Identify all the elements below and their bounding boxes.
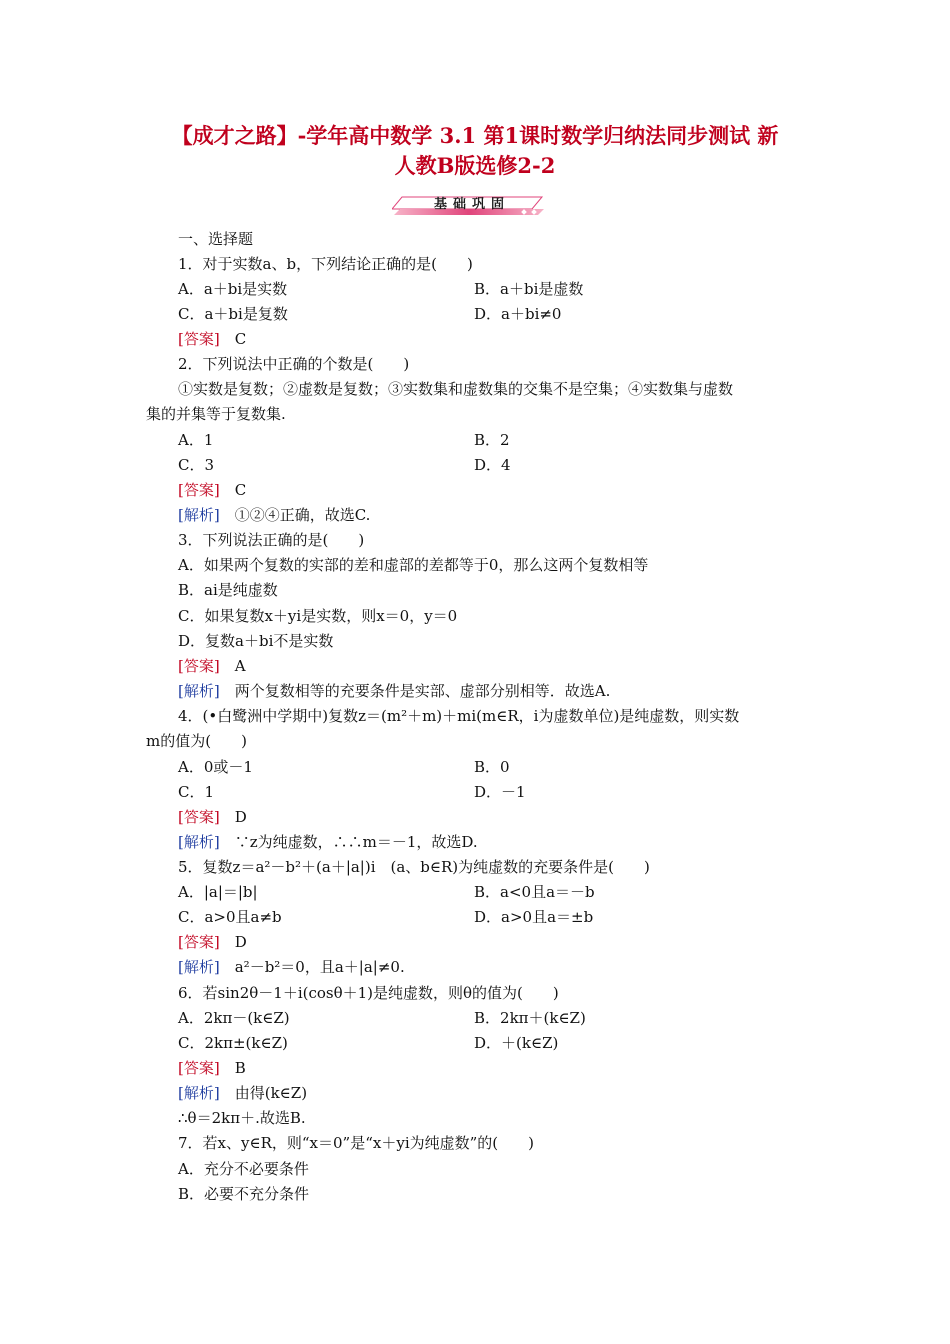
q1-answer <box>178 329 246 349</box>
explain-text: ①②④正确，故选C. <box>234 506 371 524</box>
q5-explanation <box>178 957 405 977</box>
q4-stem-line-2: m的值为( ) <box>146 732 247 750</box>
answer-value: D <box>234 808 247 826</box>
q7-option-a: A．充分不必要条件 <box>178 1160 309 1178</box>
q5-stem: 5．复数z＝a²－b²＋(a＋|a|)i (a、b∈R)为纯虚数的充要条件是( ) <box>178 858 650 876</box>
q2-option-d: D．4 <box>474 456 511 474</box>
q4-option-b: B．0 <box>474 758 510 776</box>
answer-tag: [答案] <box>178 481 220 499</box>
q6-option-b: B．2kπ＋(k∈Z) <box>474 1009 586 1027</box>
explain-text: 两个复数相等的充要条件是实部、虚部分别相等．故选A. <box>234 682 611 700</box>
q1-stem: 1．对于实数a、b，下列结论正确的是( ) <box>178 255 473 273</box>
q5-option-c: C．a>0且a≠b <box>178 908 282 926</box>
q2-stem-line-3: 集的并集等于复数集. <box>146 405 286 423</box>
q6-option-a: A．2kπ－(k∈Z) <box>178 1009 290 1027</box>
q4-option-d: D．－1 <box>474 783 526 801</box>
document-title <box>140 121 810 181</box>
answer-tag: [答案] <box>178 933 220 951</box>
explain-tag: [解析] <box>178 682 220 700</box>
q2-option-b: B．2 <box>474 431 510 449</box>
explain-text: a²－b²＝0，且a＋|a|≠0. <box>234 958 405 976</box>
explain-tag: [解析] <box>178 958 220 976</box>
q2-explanation <box>178 505 370 525</box>
answer-tag: [答案] <box>178 330 220 348</box>
explain-tag: [解析] <box>178 506 220 524</box>
explain-tag: [解析] <box>178 1084 220 1102</box>
q2-stem-line-2: ①实数是复数；②虚数是复数；③实数集和虚数集的交集不是空集；④实数集与虚数 <box>178 380 734 398</box>
answer-value: C <box>234 330 247 348</box>
q3-option-d: D．复数a＋bi不是实数 <box>178 632 334 650</box>
q5-option-d: D．a>0且a＝±b <box>474 908 594 926</box>
q2-answer <box>178 480 246 500</box>
q3-option-b: B．ai是纯虚数 <box>178 581 278 599</box>
explain-text: ∵z为纯虚数，∴∴m＝－1，故选D. <box>234 833 478 851</box>
q4-answer <box>178 807 247 827</box>
q6-answer <box>178 1058 246 1078</box>
title-line-2: 人教B版选修2-2 <box>394 153 556 178</box>
q6-stem: 6．若sin2θ－1＋i(cosθ＋1)是纯虚数，则θ的值为( ) <box>178 984 559 1002</box>
section-badge <box>392 195 552 219</box>
q1-option-d: D．a＋bi≠0 <box>474 305 562 323</box>
answer-tag: [答案] <box>178 657 220 675</box>
q6-explanation-line-2: ∴θ＝2kπ＋.故选B. <box>178 1109 306 1127</box>
q7-stem: 7．若x、y∈R，则“x＝0”是“x＋yi为纯虚数”的( ) <box>178 1134 534 1152</box>
q5-option-a: A．|a|＝|b| <box>178 883 258 901</box>
q4-stem: 4．(•白鹭洲中学期中)复数z＝(m²＋m)＋mi(m∈R，i为虚数单位)是纯虚数，则实数 <box>178 707 740 725</box>
explain-text: 由得(k∈Z) <box>234 1084 308 1102</box>
q3-stem: 3．下列说法正确的是( ) <box>178 531 365 549</box>
badge-label: 基础巩固 <box>433 197 510 212</box>
q3-option-a: A．如果两个复数的实部的差和虚部的差都等于0，那么这两个复数相等 <box>178 556 649 574</box>
q4-explanation <box>178 832 478 852</box>
q6-explanation <box>178 1083 307 1103</box>
answer-value: A <box>234 657 246 675</box>
q1-option-b: B．a＋bi是虚数 <box>474 280 584 298</box>
answer-tag: [答案] <box>178 808 220 826</box>
answer-value: C <box>234 481 247 499</box>
answer-value: D <box>234 933 247 951</box>
explain-tag: [解析] <box>178 833 220 851</box>
answer-value: B <box>234 1059 246 1077</box>
title-line-1: 【成才之路】-学年高中数学 3.1 第1课时数学归纳法同步测试 新 <box>171 123 779 148</box>
q7-option-b: B．必要不充分条件 <box>178 1185 310 1203</box>
q5-option-b: B．a<0且a＝－b <box>474 883 595 901</box>
q1-option-a: A．a＋bi是实数 <box>178 280 288 298</box>
q3-option-c: C．如果复数x＋yi是实数，则x＝0，y＝0 <box>178 607 458 625</box>
q4-option-a: A．0或－1 <box>178 758 253 776</box>
q6-option-d: D．＋(k∈Z) <box>474 1034 559 1052</box>
q2-option-a: A．1 <box>178 431 214 449</box>
q1-option-c: C．a＋bi是复数 <box>178 305 288 323</box>
q4-option-c: C．1 <box>178 783 215 801</box>
q3-answer <box>178 656 246 676</box>
answer-tag: [答案] <box>178 1059 220 1077</box>
q2-stem: 2．下列说法中正确的个数是( ) <box>178 355 410 373</box>
q5-answer <box>178 932 247 952</box>
q6-option-c: C．2kπ±(k∈Z) <box>178 1034 288 1052</box>
q2-option-c: C．3 <box>178 456 215 474</box>
q3-explanation <box>178 681 610 701</box>
section-heading: 一、选择题 <box>178 230 254 248</box>
